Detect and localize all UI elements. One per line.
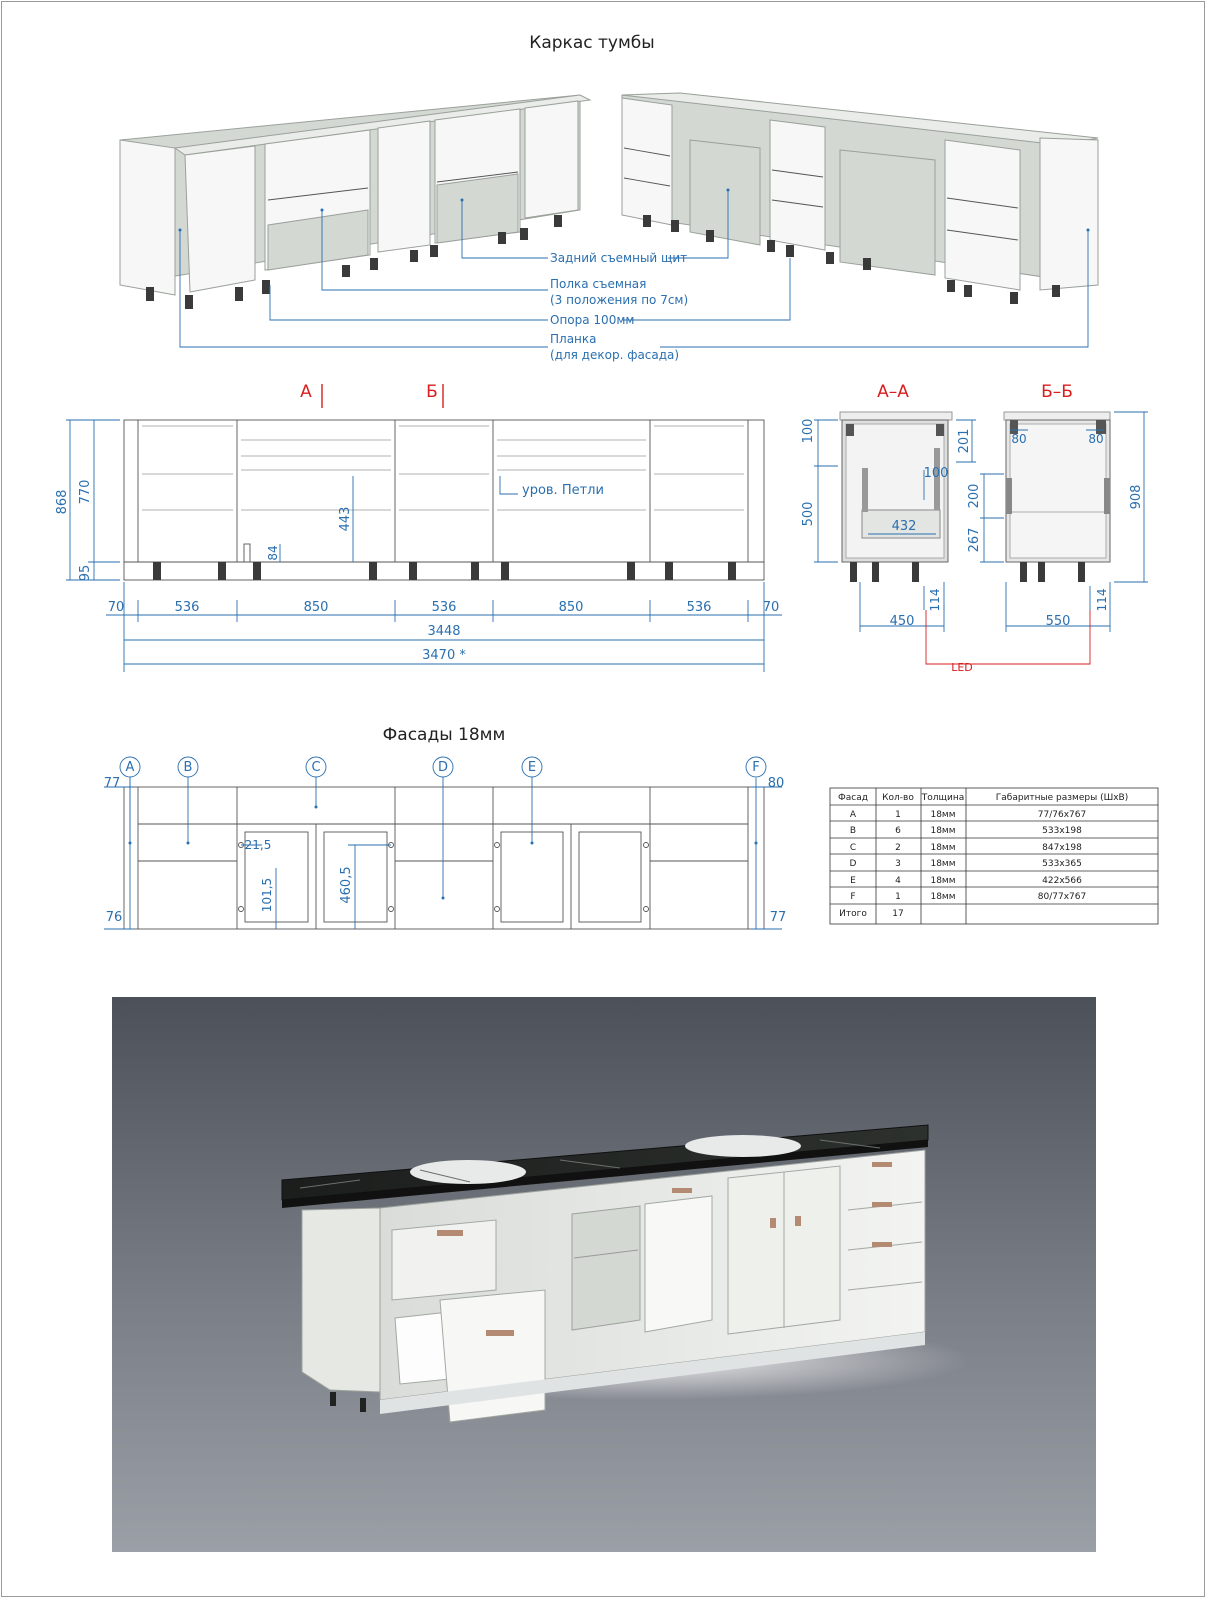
facades-title: Фасады 18мм: [382, 725, 506, 745]
section-aa: [814, 382, 976, 632]
table-cell: 4: [895, 876, 901, 886]
facade-dim-101-5: 101,5: [260, 877, 274, 913]
bb-dim-267: 267: [967, 527, 982, 553]
callout-strip-2: (для декор. фасада): [550, 348, 680, 362]
dim-770: 770: [78, 479, 93, 505]
aa-dim-500: 500: [801, 501, 816, 527]
table-header-cell: Кол-во: [882, 793, 914, 803]
facade-dim-460-5: 460,5: [339, 866, 354, 904]
section-marker-b: Б: [426, 382, 438, 402]
bb-dim-200: 200: [967, 483, 982, 509]
table-cell: 18мм: [930, 810, 956, 820]
led-label: LED: [951, 661, 973, 674]
table-cell: B: [849, 826, 857, 836]
hinge-level-label: уров. Петли: [522, 483, 604, 498]
callout-strip-1: Планка: [550, 332, 597, 346]
table-cell: 80/77x767: [1037, 892, 1087, 902]
facade-dim-80: 80: [767, 776, 785, 791]
dim-bottom-6: 70: [762, 600, 780, 615]
carcass-render-left: [120, 95, 590, 309]
carcass-title: Каркас тумбы: [529, 33, 655, 53]
section-aa-title: А–А: [877, 382, 909, 402]
aa-dim-100: 100: [801, 418, 816, 444]
carcass-render-right: [622, 93, 1098, 304]
bb-dim-80a: 80: [1011, 432, 1027, 446]
bb-dim-908: 908: [1129, 484, 1144, 510]
dim-868: 868: [55, 489, 70, 515]
table-cell: C: [849, 843, 857, 853]
table-header-cell: Фасад: [838, 793, 868, 803]
aa-dim-201: 201: [957, 428, 972, 454]
table-cell: 17: [892, 909, 904, 919]
table-cell: 6: [895, 826, 901, 836]
table-cell: 77/76x767: [1037, 810, 1087, 820]
aa-dim-450: 450: [889, 614, 915, 629]
facade-table: [830, 788, 1158, 924]
section-bb-title: Б–Б: [1041, 382, 1073, 402]
callout-support: Опора 100мм: [550, 313, 635, 327]
dim-84: 84: [266, 545, 280, 561]
dim-total-3448: 3448: [427, 624, 461, 639]
table-cell: Итого: [839, 909, 867, 919]
table-cell: A: [849, 810, 857, 820]
bb-dim-80b: 80: [1088, 432, 1104, 446]
dim-bottom-5: 536: [686, 600, 712, 615]
bb-dim-114: 114: [1095, 588, 1109, 612]
facade-label-e: E: [527, 760, 537, 775]
dim-bottom-4: 850: [558, 600, 584, 615]
table-cell: E: [850, 876, 856, 886]
facade-label-a: A: [125, 760, 135, 775]
dim-bottom-3: 536: [431, 600, 457, 615]
table-cell: 533x198: [1042, 826, 1082, 836]
facade-dim-77b: 77: [769, 910, 787, 925]
aa-dim-in100: 100: [923, 466, 949, 481]
aa-dim-432: 432: [891, 519, 917, 534]
table-header-cell: Толщина: [921, 793, 965, 803]
vanity-render: [112, 997, 1096, 1552]
facade-dim-21-5: 21,5: [244, 838, 272, 852]
table-header-cell: Габаритные размеры (ШхВ): [995, 793, 1129, 803]
dim-95: 95: [78, 564, 93, 582]
front-elevation: [66, 382, 764, 580]
dim-443: 443: [338, 506, 353, 532]
facade-label-c: C: [311, 760, 321, 775]
table-cell: 18мм: [930, 826, 956, 836]
table-cell: 3: [895, 859, 901, 869]
table-cell: 18мм: [930, 859, 956, 869]
table-cell: 847x198: [1042, 843, 1082, 853]
table-cell: 533x365: [1042, 859, 1082, 869]
table-cell: 1: [895, 892, 901, 902]
facade-dim-77a: 77: [103, 776, 121, 791]
table-cell: F: [850, 892, 856, 902]
table-cell: 18мм: [930, 843, 956, 853]
facade-label-f: F: [752, 760, 760, 775]
facade-callouts: [120, 757, 766, 900]
table-cell: 422x566: [1042, 876, 1082, 886]
aa-dim-114: 114: [928, 588, 942, 612]
table-cell: 18мм: [930, 892, 956, 902]
section-bb: [923, 382, 1148, 664]
callout-shelf-2: (3 положения по 7см): [550, 293, 689, 307]
facade-dim-76: 76: [105, 910, 123, 925]
dim-bottom-0: 70: [107, 600, 125, 615]
table-cell: 1: [895, 810, 901, 820]
dim-bottom-1: 536: [174, 600, 200, 615]
section-marker-a: А: [300, 382, 312, 402]
dim-total-3470: 3470 *: [422, 648, 466, 663]
facade-label-d: D: [437, 760, 449, 775]
bb-dim-550: 550: [1045, 614, 1071, 629]
callout-back-panel: Задний съемный щит: [550, 251, 688, 265]
table-cell: 18мм: [930, 876, 956, 886]
table-cell: 2: [895, 843, 901, 853]
facade-label-b: B: [183, 760, 193, 775]
table-cell: D: [849, 859, 857, 869]
callout-shelf-1: Полка съемная: [550, 277, 647, 291]
dim-bottom-2: 850: [303, 600, 329, 615]
